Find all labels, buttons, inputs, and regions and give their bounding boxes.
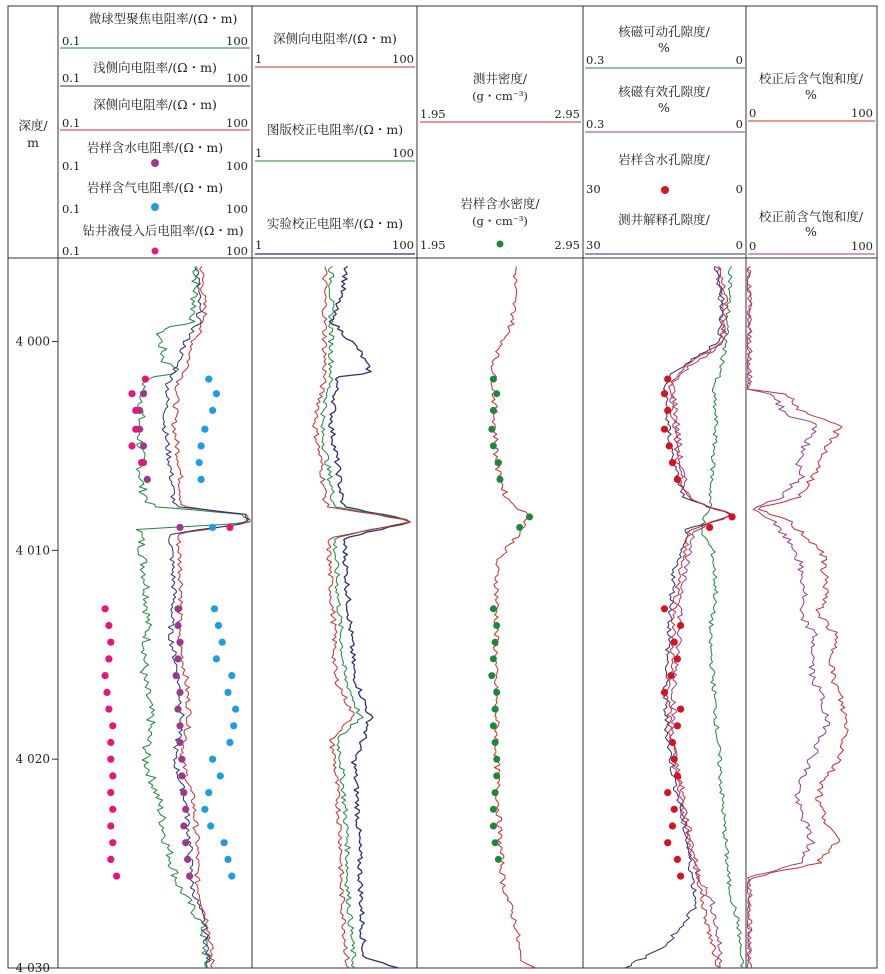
invaded-resistivity-dot <box>107 756 114 763</box>
water-resistivity-dot <box>182 839 189 846</box>
gas-resistivity-dot <box>219 639 226 646</box>
gas-resistivity-dot <box>226 739 233 746</box>
water-porosity-dot <box>669 822 676 829</box>
hdr-den-max: 2.95 <box>554 107 580 121</box>
gas-resistivity-dot <box>224 689 231 696</box>
gas-resistivity-dot <box>213 655 220 662</box>
hdr-msfl-min: 0.1 <box>62 34 81 48</box>
gas-resistivity-dot <box>228 672 235 679</box>
depth-tick-label: 4 030 <box>15 961 50 974</box>
hdr-msfl-max: 100 <box>226 34 248 48</box>
hdr-water-por-max: 0 <box>735 182 743 196</box>
gas-resistivity-dot <box>205 376 212 383</box>
depth-tick-label: 4 000 <box>15 334 50 349</box>
invaded-resistivity-dot <box>105 706 112 713</box>
water-resistivity-dot <box>186 873 193 880</box>
hdr-gas-res-dot <box>151 203 159 211</box>
water-resistivity-dot <box>176 524 183 531</box>
water-density-dot <box>516 524 523 531</box>
water-porosity-dot <box>677 873 684 880</box>
hdr-nmr-free-unit: % <box>658 40 670 55</box>
water-density-dot <box>490 407 497 414</box>
invaded-resistivity-dot <box>107 639 114 646</box>
hdr-t2-lld-label: 深侧向电阻率/(Ω・m) <box>273 31 397 46</box>
water-resistivity-dot <box>176 639 183 646</box>
water-density-dot <box>526 513 533 520</box>
invaded-resistivity-dot <box>113 873 120 880</box>
water-density-dot <box>490 655 497 662</box>
water-porosity-dot <box>661 605 668 612</box>
water-porosity-dot <box>674 476 681 483</box>
water-porosity-dot <box>677 706 684 713</box>
hdr-sg-after-max: 100 <box>851 106 873 120</box>
gas-resistivity-dot <box>221 839 228 846</box>
gas-resistivity-dot <box>201 426 208 433</box>
water-density-dot <box>493 772 500 779</box>
water-porosity-dot <box>674 772 681 779</box>
water-resistivity-dot <box>182 806 189 813</box>
hdr-gas-res-min: 0.1 <box>62 202 81 216</box>
water-porosity-dot <box>664 407 671 414</box>
hdr-den-min: 1.95 <box>420 107 446 121</box>
water-porosity-dot <box>669 459 676 466</box>
hdr-water-res-min: 0.1 <box>62 159 81 173</box>
water-porosity-dot <box>674 655 681 662</box>
water-porosity-dot <box>669 739 676 746</box>
gas-resistivity-dot <box>207 822 214 829</box>
gas-resistivity-dot <box>196 459 203 466</box>
hdr-lld-max: 100 <box>226 116 248 130</box>
invaded-resistivity-dot <box>105 655 112 662</box>
invaded-resistivity-dot <box>105 622 112 629</box>
water-resistivity-dot <box>174 605 181 612</box>
hdr-invaded-res-max: 100 <box>226 244 248 258</box>
water-porosity-dot <box>677 622 684 629</box>
depth-tick-label: 4 010 <box>15 543 50 558</box>
gas-resistivity-dot <box>209 756 216 763</box>
water-porosity-dot <box>671 806 678 813</box>
water-resistivity-dot <box>180 822 187 829</box>
hdr-nmr-free-max: 0 <box>735 53 743 67</box>
hdr-sg-before-label: 校正前含气饱和度/ <box>758 209 864 224</box>
hdr-t2-chart-label: 图版校正电阻率/(Ω・m) <box>266 122 404 137</box>
hdr-log-por-min: 30 <box>586 238 601 252</box>
invaded-resistivity-dot <box>128 390 135 397</box>
water-density-dot <box>493 689 500 696</box>
hdr-t2-exp-min: 1 <box>255 238 263 252</box>
invaded-resistivity-dot <box>102 605 109 612</box>
gas-resistivity-dot <box>232 706 239 713</box>
water-resistivity-dot <box>174 622 181 629</box>
gas-resistivity-dot <box>201 806 208 813</box>
invaded-resistivity-dot <box>107 739 114 746</box>
hdr-t2-exp-max: 100 <box>392 238 414 252</box>
water-porosity-dot <box>666 442 673 449</box>
depth-axis-unit: m <box>27 135 39 150</box>
gas-resistivity-dot <box>198 442 205 449</box>
gas-resistivity-dot <box>211 605 218 612</box>
water-porosity-dot <box>671 756 678 763</box>
hdr-msfl-label: 微球型聚焦电阻率/(Ω・m) <box>88 11 238 26</box>
water-resistivity-dot <box>178 772 185 779</box>
hdr-t2-lld-min: 1 <box>255 52 263 66</box>
gas-resistivity-dot <box>209 407 216 414</box>
water-porosity-dot <box>664 839 671 846</box>
gas-resistivity-dot <box>198 476 205 483</box>
water-density-dot <box>493 622 500 629</box>
water-resistivity-dot <box>184 856 191 863</box>
invaded-resistivity-dot <box>107 789 114 796</box>
water-density-dot <box>495 856 502 863</box>
hdr-log-por-label: 测井解释孔隙度/ <box>618 212 710 227</box>
water-density-dot <box>492 706 499 713</box>
hdr-den-unit: (g・cm⁻³) <box>472 89 528 103</box>
hdr-water-res-dot <box>151 159 159 167</box>
hdr-gas-res-max: 100 <box>226 202 248 216</box>
hdr-den-label: 测井密度/ <box>472 71 528 86</box>
water-density-dot <box>492 739 499 746</box>
hdr-invaded-res-min: 0.1 <box>62 244 81 258</box>
gas-resistivity-dot <box>205 789 212 796</box>
hdr-t2-lld-max: 100 <box>392 52 414 66</box>
water-resistivity-dot <box>174 706 181 713</box>
hdr-lls-max: 100 <box>226 71 248 85</box>
hdr-invaded-res-dot <box>152 248 159 255</box>
hdr-water-res-max: 100 <box>226 159 248 173</box>
water-resistivity-dot <box>176 739 183 746</box>
water-density-dot <box>492 789 499 796</box>
water-resistivity-dot <box>173 672 180 679</box>
hdr-sg-before-max: 100 <box>851 239 873 253</box>
invaded-resistivity-dot <box>109 839 116 846</box>
invaded-resistivity-dot <box>109 722 116 729</box>
invaded-resistivity-dot <box>109 806 116 813</box>
water-density-dot <box>488 672 495 679</box>
water-resistivity-dot <box>140 390 147 397</box>
invaded-resistivity-dot <box>103 689 110 696</box>
invaded-resistivity-dot <box>109 772 116 779</box>
water-density-dot <box>490 376 497 383</box>
hdr-nmr-eff-max: 0 <box>735 117 743 131</box>
invaded-resistivity-dot <box>132 407 139 414</box>
water-density-dot <box>488 426 495 433</box>
hdr-t2-chart-min: 1 <box>255 146 263 160</box>
water-resistivity-dot <box>178 756 185 763</box>
hdr-nmr-eff-unit: % <box>658 100 670 115</box>
gas-resistivity-dot <box>217 772 224 779</box>
water-density-dot <box>495 459 502 466</box>
water-porosity-dot <box>671 639 678 646</box>
water-resistivity-dot <box>140 442 147 449</box>
hdr-water-por-min: 30 <box>586 182 601 196</box>
water-density-dot <box>492 639 499 646</box>
hdr-water-den-label: 岩样含水密度/ <box>460 196 540 211</box>
gas-resistivity-dot <box>213 390 220 397</box>
water-resistivity-dot <box>174 655 181 662</box>
invaded-resistivity-dot <box>132 426 139 433</box>
water-density-dot <box>490 442 497 449</box>
hdr-gas-res-label: 岩样含气电阻率/(Ω・m) <box>86 180 224 195</box>
hdr-nmr-free-label: 核磁可动孔隙度/ <box>618 24 710 39</box>
water-density-dot <box>490 605 497 612</box>
hdr-nmr-free-min: 0.3 <box>586 53 605 67</box>
hdr-t2-chart-max: 100 <box>392 146 414 160</box>
hdr-invaded-res-label: 钻井液侵入后电阻率/(Ω・m) <box>82 223 244 238</box>
hdr-sg-after-label: 校正后含气饱和度/ <box>758 71 864 86</box>
hdr-water-por-label: 岩样含水孔隙度/ <box>618 152 710 167</box>
hdr-nmr-eff-label: 核磁有效孔隙度/ <box>618 84 710 99</box>
invaded-resistivity-dot <box>102 672 109 679</box>
hdr-sg-before-unit: % <box>805 224 817 239</box>
hdr-lld-min: 0.1 <box>62 116 81 130</box>
water-density-dot <box>490 823 497 830</box>
invaded-resistivity-dot <box>128 442 135 449</box>
water-density-dot <box>490 722 497 729</box>
gas-resistivity-dot <box>215 622 222 629</box>
hdr-sg-before-min: 0 <box>749 239 757 253</box>
water-porosity-dot <box>729 513 736 520</box>
gas-resistivity-dot <box>209 524 216 531</box>
water-porosity-dot <box>664 789 671 796</box>
water-density-dot <box>493 756 500 763</box>
hdr-lls-min: 0.1 <box>62 71 81 85</box>
water-density-dot <box>490 806 497 813</box>
water-resistivity-dot <box>180 789 187 796</box>
water-resistivity-dot <box>144 476 151 483</box>
hdr-water-den-min: 1.95 <box>420 238 446 252</box>
hdr-water-por-dot <box>661 186 669 194</box>
invaded-resistivity-dot <box>107 856 114 863</box>
gas-resistivity-dot <box>228 873 235 880</box>
gas-resistivity-dot <box>230 722 237 729</box>
hdr-water-res-label: 岩样含水电阻率/(Ω・m) <box>86 140 224 155</box>
depth-tick-label: 4 020 <box>15 752 50 767</box>
hdr-sg-after-unit: % <box>805 87 817 102</box>
hdr-water-den-dot <box>497 241 504 248</box>
hdr-log-por-max: 0 <box>735 238 743 252</box>
invaded-resistivity-dot <box>226 524 233 531</box>
invaded-resistivity-dot <box>138 459 145 466</box>
water-resistivity-dot <box>176 689 183 696</box>
water-porosity-dot <box>661 689 668 696</box>
water-porosity-dot <box>674 856 681 863</box>
hdr-lld-label: 深侧向电阻率/(Ω・m) <box>93 97 217 112</box>
water-porosity-dot <box>664 376 671 383</box>
water-density-dot <box>497 476 504 483</box>
gas-resistivity-dot <box>224 856 231 863</box>
hdr-water-den-unit: (g・cm⁻³) <box>472 214 528 228</box>
water-porosity-dot <box>661 426 668 433</box>
invaded-resistivity-dot <box>142 376 149 383</box>
water-resistivity-dot <box>176 722 183 729</box>
water-density-dot <box>492 839 499 846</box>
water-porosity-dot <box>661 390 668 397</box>
water-porosity-dot <box>706 524 713 531</box>
hdr-t2-exp-label: 实验校正电阻率/(Ω・m) <box>266 216 404 231</box>
hdr-nmr-eff-min: 0.3 <box>586 117 605 131</box>
depth-axis-title: 深度/ <box>18 118 48 133</box>
hdr-lls-label: 浅侧向电阻率/(Ω・m) <box>93 60 217 75</box>
hdr-water-den-max: 2.95 <box>554 238 580 252</box>
water-density-dot <box>493 390 500 397</box>
water-porosity-dot <box>674 722 681 729</box>
hdr-sg-after-min: 0 <box>749 106 757 120</box>
invaded-resistivity-dot <box>107 822 114 829</box>
water-porosity-dot <box>667 672 674 679</box>
